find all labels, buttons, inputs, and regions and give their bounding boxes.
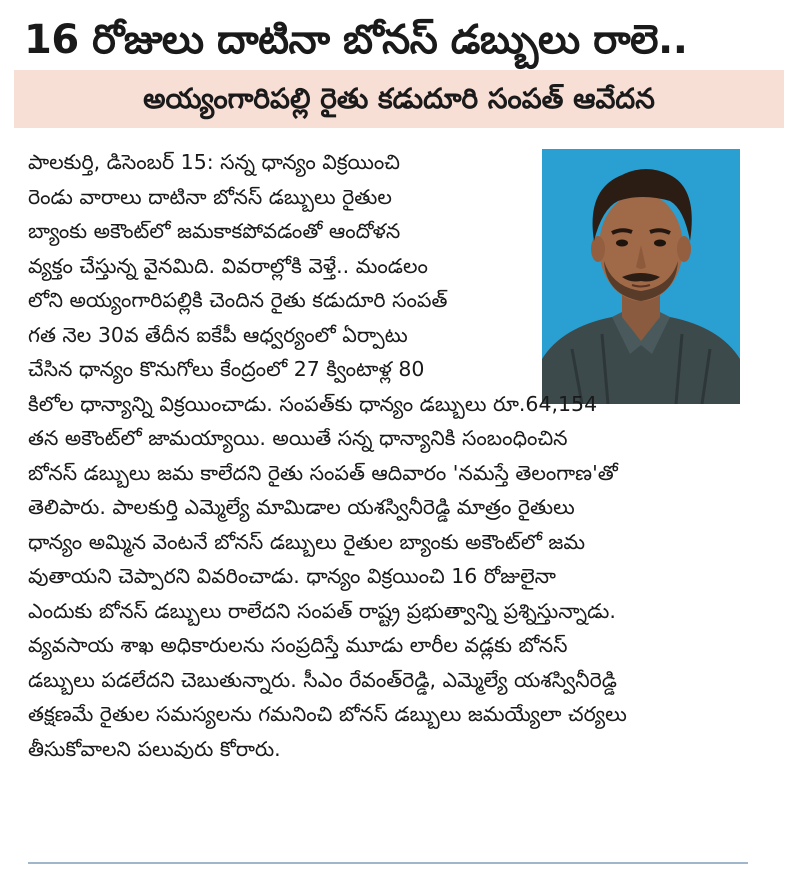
subheadline-band — [14, 70, 784, 128]
body-line: ధాన్యం అమ్మిన వెంటనే బోనస్ డబ్బులు రైతుల బ్యాంకు అకౌంట్‌లో జమ — [28, 529, 586, 554]
body-line: తన అకౌంట్‌లో జామయ్యాయి. అయితే సన్న ధాన్యానికి సంబంధించిన — [28, 426, 568, 450]
article-subheadline: అయ్యంగారిపల్లి రైతు కడుదూరి సంపత్ ఆవేదన — [143, 82, 655, 115]
body-line: లోని అయ్యంగారిపల్లికి చెందిన రైతు కడుదూరి సంపత్ — [28, 288, 448, 312]
body-line: బోనస్ డబ్బులు జమ కాలేదని రైతు సంపత్ ఆదివారం 'నమస్తే తెలంగాణ'తో — [28, 460, 618, 485]
body-line: వ్యక్తం చేస్తున్న వైనమిది. వివరాల్లోకి వెళ్తే.. మండలం — [28, 253, 428, 278]
body-line: చేసిన ధాన్యం కొనుగోలు కేంద్రంలో 27 క్వింటాళ్ల 80 — [28, 357, 425, 381]
article-headline: 16 రోజులు దాటినా బోనస్ డబ్బులు రాలె.. — [24, 17, 688, 63]
body-line: వుతాయని చెప్పారని వివరించాడు. ధాన్యం విక్రయించి 16 రోజులైనా — [28, 564, 556, 588]
body-line: తీసుకోవాలని పలువురు కోరారు. — [28, 736, 281, 761]
body-line: బ్యాంకు అకౌంట్‌లో జమకాకపోవడంతో ఆందోళన — [28, 219, 401, 243]
body-line: వ్యవసాయ శాఖ అధికారులను సంప్రదిస్తే మూడు లారీల వడ్లకు బోనస్ — [28, 633, 568, 657]
body-line: తెలిపారు. పాలకుర్తి ఎమ్మెల్యే మామిడాల యశస్వినీరెడ్డి మాత్రం రైతులు — [28, 495, 575, 519]
body-line: గత నెల 30వ తేదీన ఐకేపీ ఆధ్వర్యంలో ఏర్పాటు — [28, 322, 408, 347]
body-line: కిలోల ధాన్యాన్ని విక్రయించాడు. సంపత్‌కు ధాన్యం డబ్బులు రూ.64,154 — [28, 391, 598, 416]
bottom-divider — [28, 862, 748, 864]
body-line: తక్షణమే రైతుల సమస్యలను గమనించి బోనస్ డబ్బులు జమయ్యేలా చర్యలు — [28, 702, 627, 726]
body-line: రెండు వారాలు దాటినా బోనస్ డబ్బులు రైతుల — [28, 184, 392, 209]
body-line: పాలకుర్తి, డిసెంబర్ 15: సన్న ధాన్యం విక్రయించి — [28, 150, 400, 174]
body-line: డబ్బులు పడలేదని చెబుతున్నారు. సీఎం రేవంత్‌రెడ్డి, ఎమ్మెల్యే యశస్వినీరెడ్డి — [28, 667, 617, 692]
body-line: ఎందుకు బోనస్ డబ్బులు రాలేదని సంపత్ రాష్ట్ర ప్రభుత్వాన్ని ప్రశ్నిస్తున్నాడు. — [28, 598, 616, 623]
article-body — [28, 145, 746, 766]
